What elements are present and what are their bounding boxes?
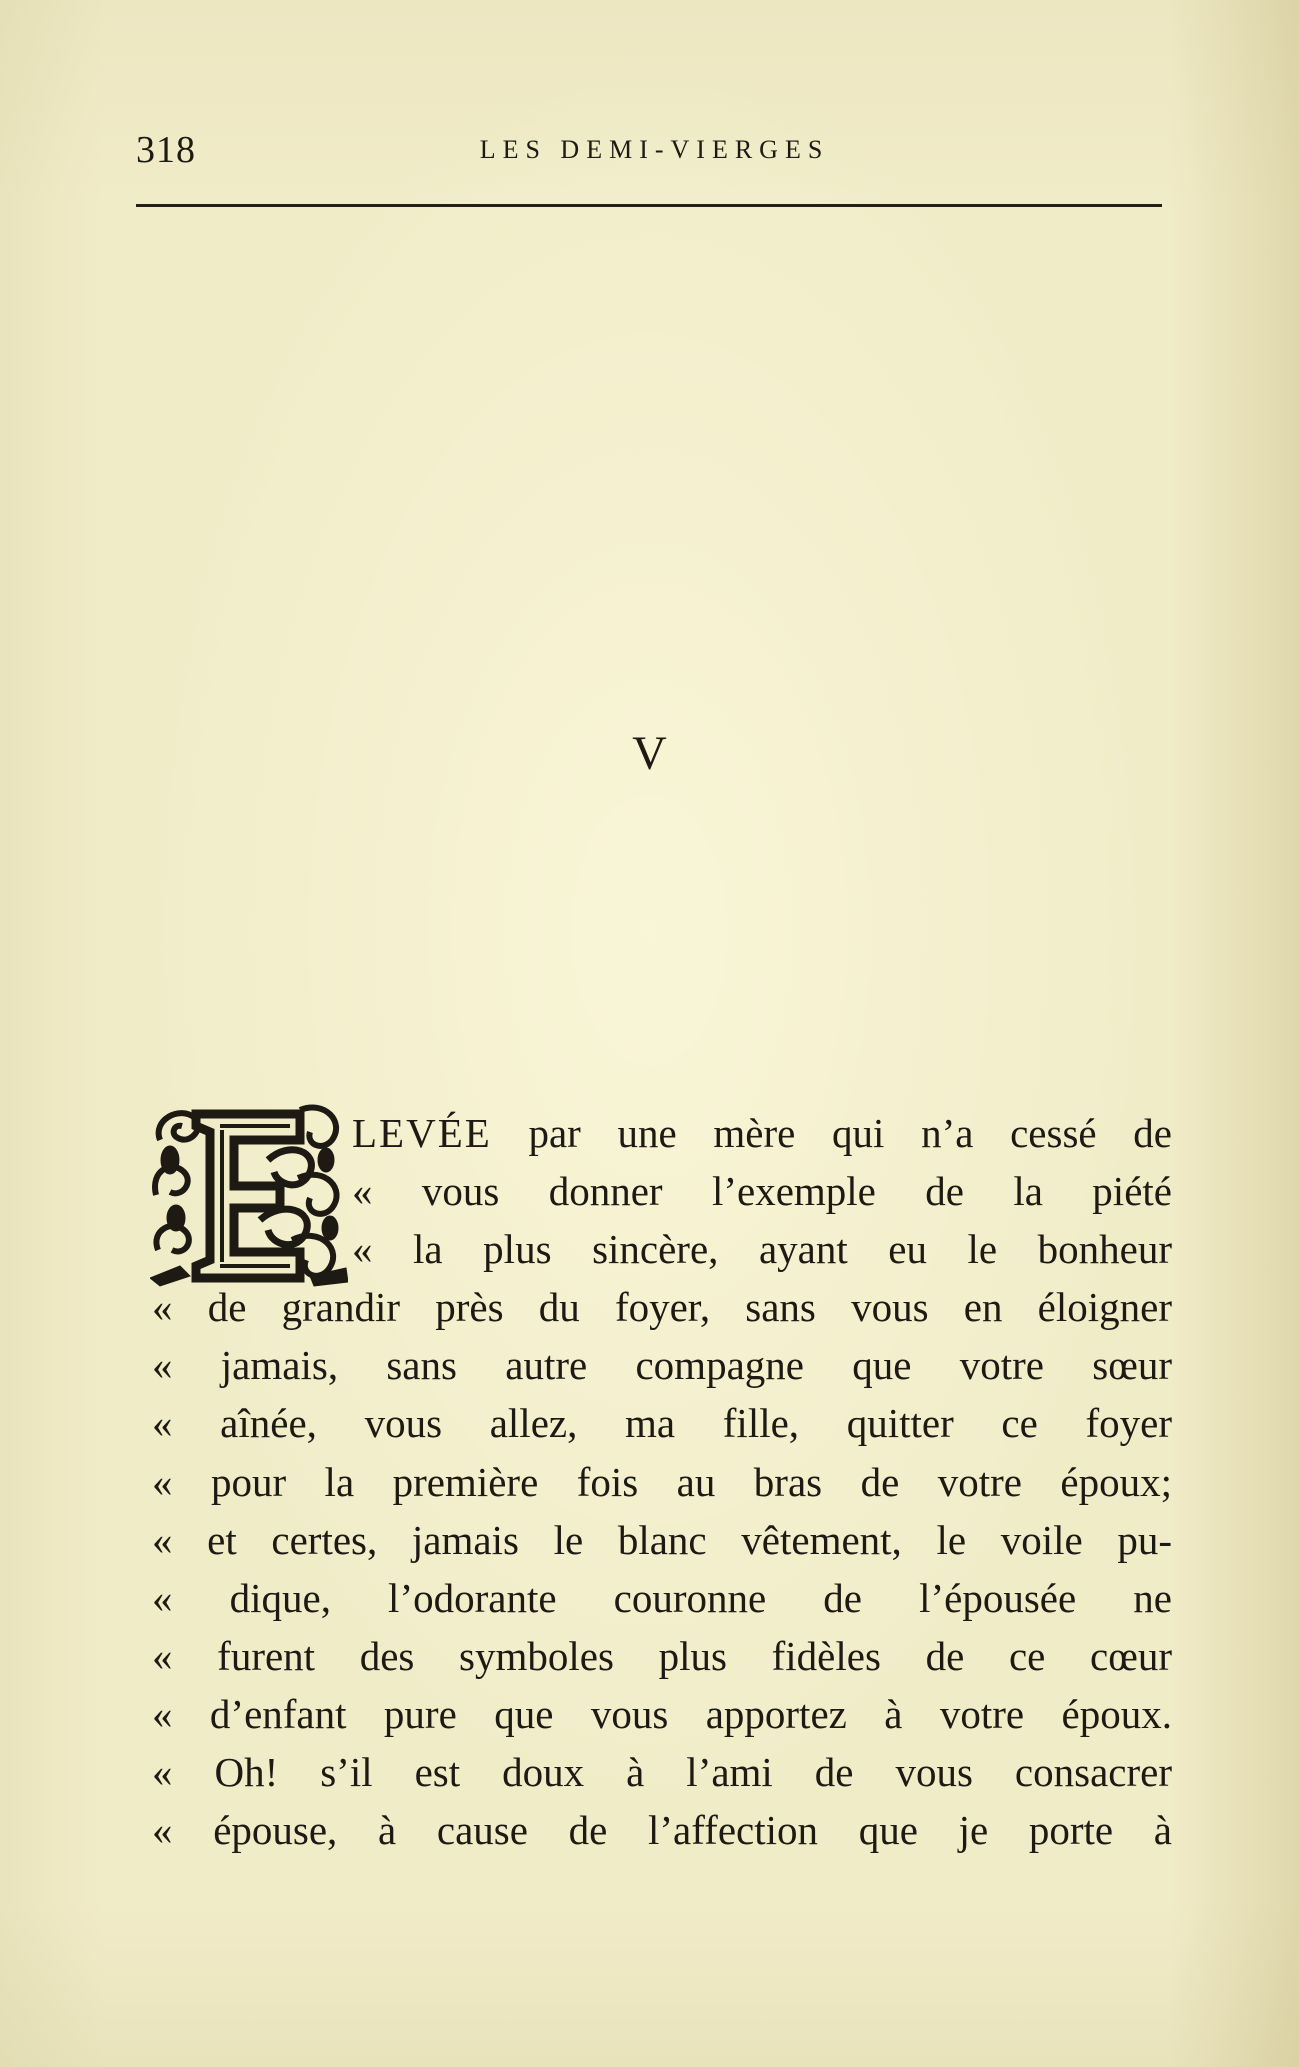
text-line: « jamais, sans autre compagne que votre sœur	[152, 1342, 1172, 1389]
text-line: « et certes, jamais le blanc vêtement, le voile pu-	[152, 1516, 1172, 1563]
text-line: « d’enfant pure que vous apportez à votre époux.	[152, 1690, 1172, 1737]
text-line: « Oh! s’il est doux à l’ami de vous consacrer	[152, 1749, 1172, 1796]
text-line: « furent des symboles plus fidèles de ce cœur	[152, 1632, 1172, 1679]
text-line: « vous donner l’exemple de la piété	[352, 1168, 1172, 1215]
text-line: « de grandir près du foyer, sans vous en éloigner	[152, 1284, 1172, 1331]
text-line: « épouse, à cause de l’affection que je porte à	[152, 1807, 1172, 1854]
text-line: « la plus sincère, ayant eu le bonheur	[352, 1226, 1172, 1273]
text-line-content: par une mère qui n’a cessé de	[491, 1110, 1172, 1156]
body-text	[152, 1104, 1172, 1859]
text-line: « aînée, vous allez, ma fille, quitter ce foyer	[152, 1400, 1172, 1447]
text-line: « dique, l’odorante couronne de l’épousée ne	[152, 1574, 1172, 1621]
running-head: LES DEMI-VIERGES	[479, 135, 830, 164]
text-line	[352, 1104, 1172, 1162]
page-number: 318	[136, 129, 196, 171]
chapter-number: V	[632, 727, 667, 780]
first-word-small-caps: LEVÉE	[352, 1110, 492, 1156]
header-rule	[136, 204, 1162, 207]
text-line: « pour la première fois au bras de votre époux;	[152, 1458, 1172, 1505]
